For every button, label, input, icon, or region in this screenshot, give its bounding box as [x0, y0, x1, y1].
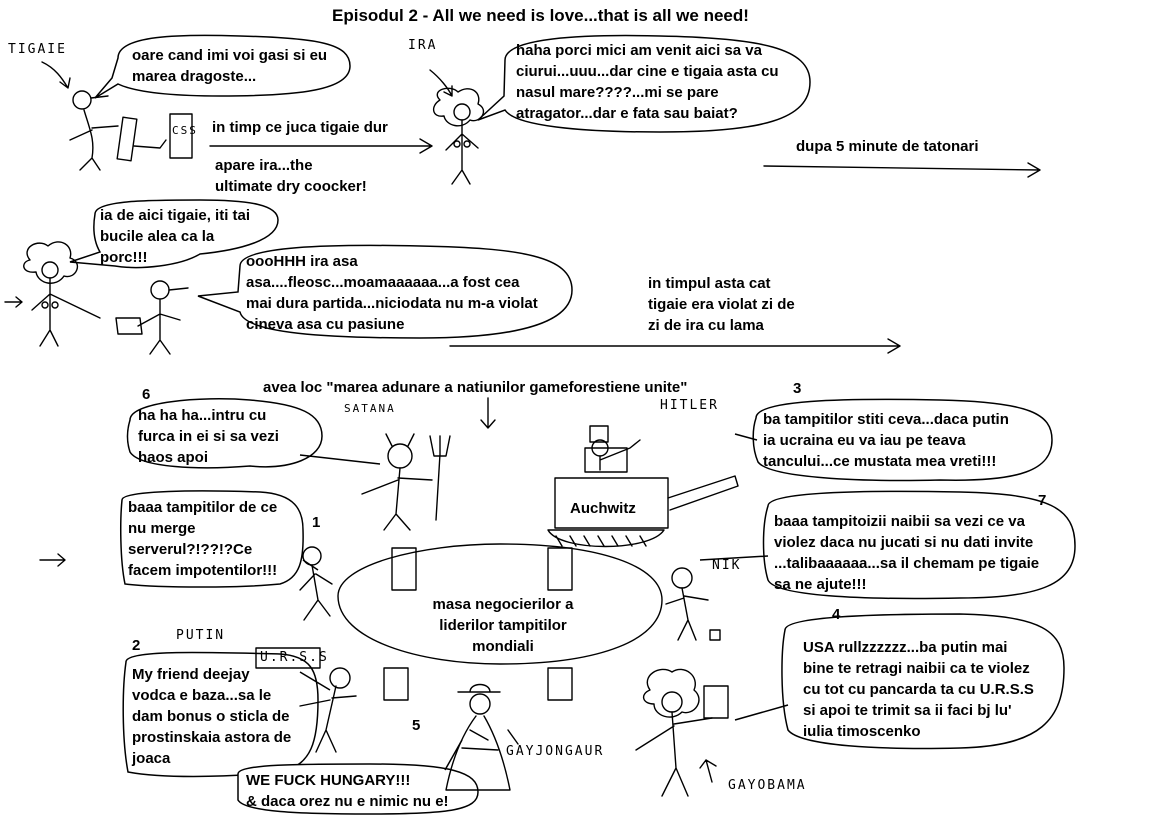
bubble-text-obama: USA rullzzzzzz...ba putin mai bine te retragi naibii ca te violez cu tot cu pancarda ta cu U.R.S.S si apoi te trimit sa ii faci bj lu' iulia timoscenko: [803, 639, 1034, 740]
label-nik: NIK: [712, 558, 742, 573]
bubble-text-putin: My friend deejay vodca e baza...sa le dam bonus o sticla de prostinskaia astora de joaca: [132, 666, 292, 767]
bubble-text-hitler: ba tampitilor stiti ceva...daca putin ia ucraina eu va iau pe teava tancului...ce mustata mea vreti!!!: [763, 411, 1009, 470]
ira-figure-1: [434, 88, 484, 184]
caption-dupa: dupa 5 minute de tatonari: [796, 138, 979, 155]
leader1-figure: [300, 547, 332, 620]
label-urss-sign: U.R.S.S: [260, 650, 329, 665]
gayobama-figure: [636, 669, 728, 796]
number-7: 7: [1038, 492, 1047, 509]
number-6: 6: [142, 386, 151, 403]
bubble-text-gayjongaur: WE FUCK HUNGARY!!! & daca orez nu e nimic nu e!: [246, 772, 449, 810]
page-title: Episodul 2 - All we need is love...that is all we need!: [332, 6, 749, 25]
number-3: 3: [793, 380, 802, 397]
label-hitler: HITLER: [660, 398, 719, 413]
bubble-text-leader1: baaa tampitilor de ce nu merge serverul?!??!?Ce facem impotentilor!!!: [128, 499, 278, 579]
label-tigaie: TIGAIE: [8, 42, 67, 57]
bubble-text-tigaie-2: oooHHH ira asa asa....fleosc...moamaaaaaa...a fost cea mai dura partida...niciodata nu m-a violat cineva asa cu pasiune: [246, 253, 538, 333]
number-4: 4: [832, 606, 841, 623]
tigaie-figure-2: [116, 281, 188, 354]
caption-in-timpul: in timpul asta cat tigaie era violat zi de zi de ira cu lama: [648, 275, 795, 334]
tank-label: Auchwitz: [570, 500, 636, 517]
satana-figure: [362, 434, 450, 530]
bubble-text-ira-1: haha porci mici am venit aici sa va ciurui...uuu...dar cine e tigaia asta cu nasul mare????...mi se pare atragator...dar e fata sau baiat?: [516, 42, 779, 122]
number-5: 5: [412, 717, 421, 734]
caption-juca: in timp ce juca tigaie dur: [212, 119, 388, 136]
bubble-text-ira-2: ia de aici tigaie, iti tai bucile alea ca la porc!!!: [100, 207, 251, 266]
label-putin: PUTIN: [176, 628, 226, 643]
label-gayobama: GAYOBAMA: [728, 778, 807, 793]
number-1: 1: [312, 514, 321, 531]
label-satana: SATANA: [344, 402, 396, 415]
number-2: 2: [132, 637, 141, 654]
caption-apare: apare ira...the ultimate dry coocker!: [215, 157, 367, 195]
bubble-text-nik: baaa tampitoizii naibii sa vezi ce va violez daca nu jucati si nu dati invite ...talibaaaaaa...sa il chemam pe tigaie sa ne ajute!!!: [774, 513, 1040, 593]
caption-masa: masa negocierilor a liderilor tampitilor mondiali: [432, 596, 574, 655]
label-ira: IRA: [408, 38, 438, 53]
bubble-text-tigaie-1: oare cand imi voi gasi si eu marea dragoste...: [132, 47, 328, 85]
bubble-text-satana: ha ha ha...intru cu furca in ei si sa vezi haos apoi: [138, 407, 279, 466]
caption-adunare: avea loc "marea adunare a natiunilor gameforestiene unite": [263, 379, 688, 396]
label-gayjongaur: GAYJONGAUR: [506, 744, 605, 759]
nik-figure: [666, 568, 720, 640]
label-css: CSS: [172, 124, 198, 137]
